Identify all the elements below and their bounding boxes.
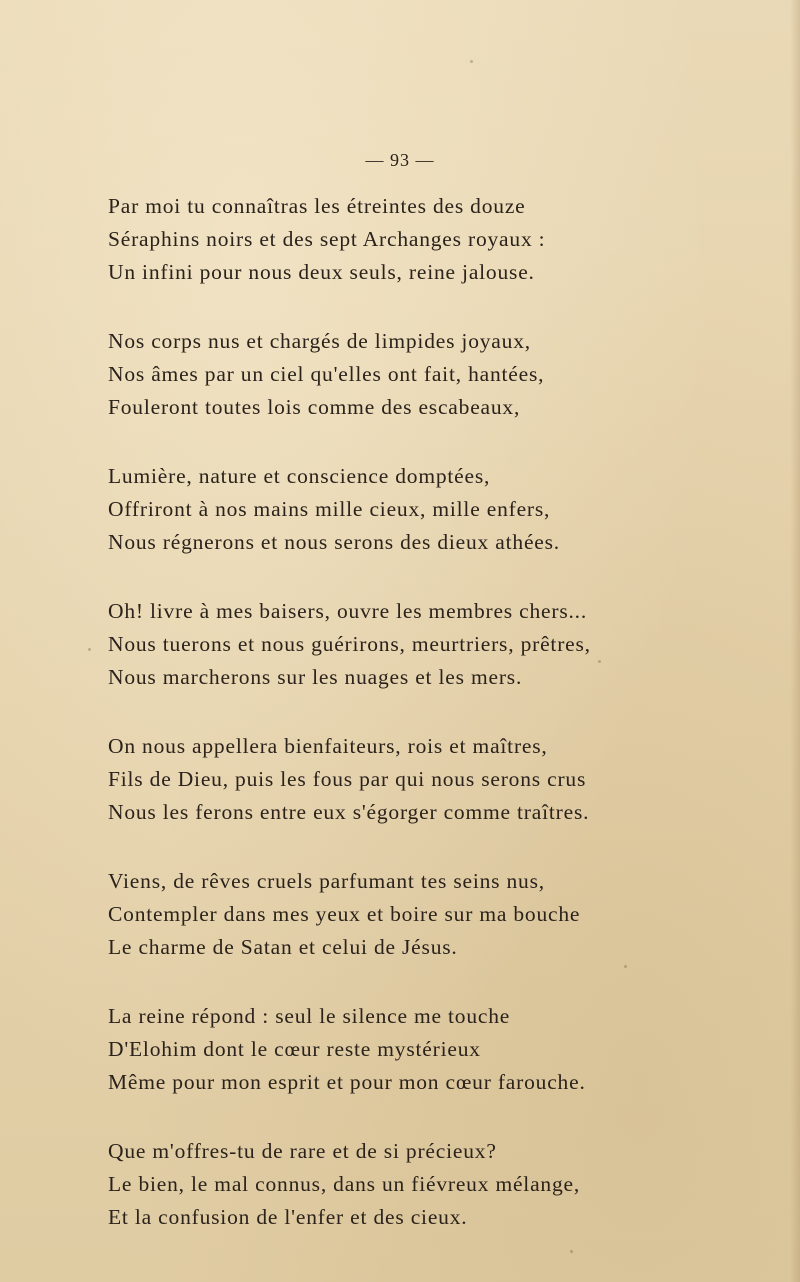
stanza (108, 460, 708, 559)
verse-line: Séraphins noirs et des sept Archanges royaux : (108, 227, 546, 251)
verse-line: Nous les ferons entre eux s'égorger comme traîtres. (108, 800, 590, 824)
verse-line: Nous régnerons et nous serons des dieux athées. (108, 530, 560, 554)
verse-line: Nos corps nus et chargés de limpides joyaux, (108, 329, 531, 353)
verse-line: Même pour mon esprit et pour mon cœur farouche. (108, 1070, 586, 1094)
stanza (108, 190, 708, 289)
paper-speck (88, 648, 91, 651)
paper-speck (470, 60, 473, 63)
verse-line: On nous appellera bienfaiteurs, rois et maîtres, (108, 734, 548, 758)
verse-line: Le charme de Satan et celui de Jésus. (108, 935, 458, 959)
verse-line: Viens, de rêves cruels parfumant tes seins nus, (108, 869, 545, 893)
stanza (108, 1135, 708, 1234)
page-edge-shadow (790, 0, 800, 1282)
stanza (108, 325, 708, 424)
stanza (108, 865, 708, 964)
verse-line: Par moi tu connaîtras les étreintes des douze (108, 194, 526, 218)
verse-line: Offriront à nos mains mille cieux, mille enfers, (108, 497, 551, 521)
verse-line: Contempler dans mes yeux et boire sur ma bouche (108, 902, 581, 926)
verse-line: Lumière, nature et conscience domptées, (108, 464, 491, 488)
poem (108, 190, 708, 1270)
verse-line: Nous marcherons sur les nuages et les mers. (108, 665, 523, 689)
verse-line: Que m'offres-tu de rare et de si précieux? (108, 1139, 497, 1163)
verse-line: Le bien, le mal connus, dans un fiévreux mélange, (108, 1172, 581, 1196)
verse-line: Fouleront toutes lois comme des escabeaux, (108, 395, 521, 419)
verse-line: Un infini pour nous deux seuls, reine jalouse. (108, 260, 535, 284)
stanza (108, 730, 708, 829)
stanza (108, 595, 708, 694)
stanza (108, 1000, 708, 1099)
verse-line: Oh! livre à mes baisers, ouvre les membres chers... (108, 599, 588, 623)
verse-line: La reine répond : seul le silence me touche (108, 1004, 511, 1028)
verse-line: Et la confusion de l'enfer et des cieux. (108, 1205, 468, 1229)
verse-line: D'Elohim dont le cœur reste mystérieux (108, 1037, 481, 1061)
verse-line: Nos âmes par un ciel qu'elles ont fait, hantées, (108, 362, 545, 386)
verse-line: Nous tuerons et nous guérirons, meurtriers, prêtres, (108, 632, 591, 656)
verse-line: Fils de Dieu, puis les fous par qui nous serons crus (108, 767, 587, 791)
page-number: — 93 — (365, 150, 435, 170)
